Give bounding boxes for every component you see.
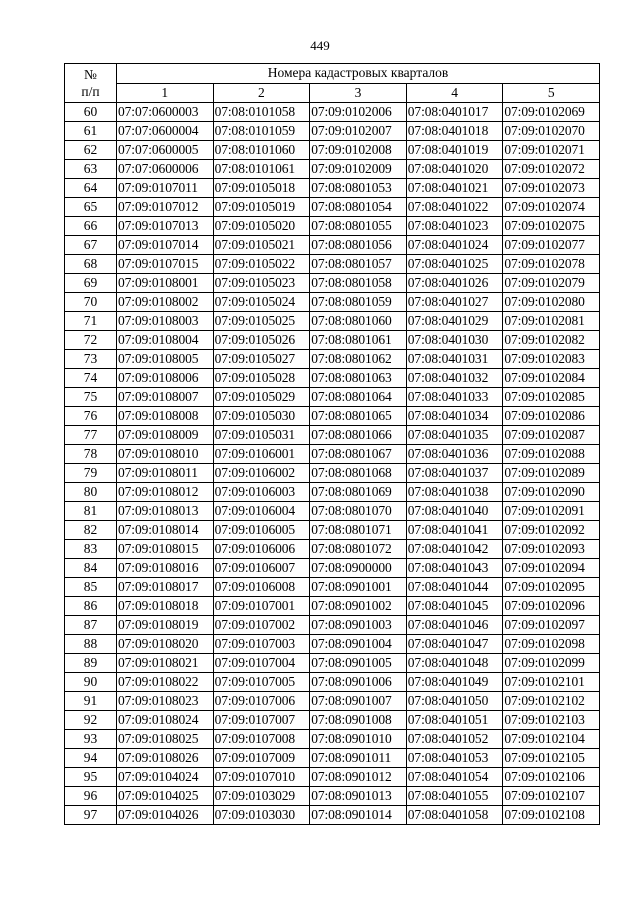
cadastral-quarter-cell: 07:09:0106008 [213, 578, 310, 597]
cadastral-quarter-cell: 07:09:0102074 [503, 198, 600, 217]
row-number-cell: 89 [65, 654, 117, 673]
cadastral-quarter-cell: 07:09:0107013 [117, 217, 214, 236]
cadastral-quarter-cell: 07:08:0401034 [406, 407, 503, 426]
cadastral-quarter-cell: 07:09:0108014 [117, 521, 214, 540]
table-row [65, 806, 600, 825]
table-row [65, 711, 600, 730]
cadastral-quarter-cell: 07:09:0108025 [117, 730, 214, 749]
cadastral-quarter-cell: 07:09:0108016 [117, 559, 214, 578]
cadastral-quarter-cell: 07:09:0108019 [117, 616, 214, 635]
cadastral-quarter-cell: 07:09:0108023 [117, 692, 214, 711]
row-number-cell: 66 [65, 217, 117, 236]
row-number-cell: 91 [65, 692, 117, 711]
table-row [65, 597, 600, 616]
cadastral-quarter-cell: 07:09:0102084 [503, 369, 600, 388]
table-row [65, 350, 600, 369]
cadastral-quarter-cell: 07:09:0102077 [503, 236, 600, 255]
cadastral-quarters-table [64, 63, 600, 825]
row-number-cell: 69 [65, 274, 117, 293]
cadastral-quarter-cell: 07:08:0801060 [310, 312, 407, 331]
cadastral-quarter-cell: 07:08:0401035 [406, 426, 503, 445]
cadastral-quarter-cell: 07:08:0801065 [310, 407, 407, 426]
cadastral-quarter-cell: 07:09:0102096 [503, 597, 600, 616]
page-number: 449 [310, 38, 330, 53]
row-number-cell: 87 [65, 616, 117, 635]
cadastral-quarter-cell: 07:08:0401055 [406, 787, 503, 806]
row-number-cell: 84 [65, 559, 117, 578]
cadastral-quarter-cell: 07:08:0401030 [406, 331, 503, 350]
header-number-abbrev: п/п [81, 84, 100, 99]
table-body [65, 103, 600, 825]
row-number-cell: 85 [65, 578, 117, 597]
header-col-2: 2 [213, 83, 310, 103]
table-row [65, 559, 600, 578]
row-number-cell: 88 [65, 635, 117, 654]
cadastral-quarter-cell: 07:08:0401043 [406, 559, 503, 578]
cadastral-quarter-cell: 07:09:0106001 [213, 445, 310, 464]
cadastral-quarter-cell: 07:09:0106007 [213, 559, 310, 578]
row-number-cell: 80 [65, 483, 117, 502]
cadastral-quarter-cell: 07:09:0102102 [503, 692, 600, 711]
row-number-cell: 96 [65, 787, 117, 806]
cadastral-quarter-cell: 07:08:0401037 [406, 464, 503, 483]
cadastral-quarter-cell: 07:08:0900000 [310, 559, 407, 578]
cadastral-quarter-cell: 07:09:0102105 [503, 749, 600, 768]
row-number-cell: 70 [65, 293, 117, 312]
cadastral-quarter-cell: 07:09:0105020 [213, 217, 310, 236]
table-header [65, 64, 600, 103]
cadastral-quarter-cell: 07:09:0102097 [503, 616, 600, 635]
cadastral-quarter-cell: 07:08:0801066 [310, 426, 407, 445]
cadastral-quarter-cell: 07:08:0801055 [310, 217, 407, 236]
cadastral-quarter-cell: 07:09:0102093 [503, 540, 600, 559]
cadastral-quarter-cell: 07:09:0105018 [213, 179, 310, 198]
row-number-cell: 65 [65, 198, 117, 217]
cadastral-quarter-cell: 07:09:0103029 [213, 787, 310, 806]
cadastral-quarter-cell: 07:09:0108024 [117, 711, 214, 730]
cadastral-quarter-cell: 07:08:0801063 [310, 369, 407, 388]
header-number-sign: № [84, 67, 97, 82]
cadastral-quarter-cell: 07:08:0401053 [406, 749, 503, 768]
cadastral-quarter-cell: 07:09:0105024 [213, 293, 310, 312]
cadastral-quarter-cell: 07:08:0901001 [310, 578, 407, 597]
cadastral-quarter-cell: 07:09:0102098 [503, 635, 600, 654]
cadastral-quarter-cell: 07:08:0401029 [406, 312, 503, 331]
cadastral-quarter-cell: 07:08:0801070 [310, 502, 407, 521]
row-number-cell: 74 [65, 369, 117, 388]
cadastral-quarter-cell: 07:08:0101060 [213, 141, 310, 160]
cadastral-quarter-cell: 07:09:0102081 [503, 312, 600, 331]
cadastral-quarter-cell: 07:08:0401017 [406, 103, 503, 122]
cadastral-quarter-cell: 07:09:0102009 [310, 160, 407, 179]
cadastral-quarter-cell: 07:09:0102007 [310, 122, 407, 141]
cadastral-quarter-cell: 07:09:0107015 [117, 255, 214, 274]
cadastral-quarter-cell: 07:09:0107011 [117, 179, 214, 198]
cadastral-quarter-cell: 07:08:0401032 [406, 369, 503, 388]
table-row [65, 483, 600, 502]
cadastral-quarter-cell: 07:09:0108020 [117, 635, 214, 654]
cadastral-quarter-cell: 07:09:0102106 [503, 768, 600, 787]
cadastral-quarter-cell: 07:08:0801056 [310, 236, 407, 255]
cadastral-quarter-cell: 07:09:0102104 [503, 730, 600, 749]
cadastral-quarter-cell: 07:08:0801062 [310, 350, 407, 369]
cadastral-quarter-cell: 07:08:0901014 [310, 806, 407, 825]
cadastral-quarter-cell: 07:08:0401045 [406, 597, 503, 616]
cadastral-quarter-cell: 07:09:0102069 [503, 103, 600, 122]
cadastral-quarter-cell: 07:08:0901013 [310, 787, 407, 806]
cadastral-quarter-cell: 07:08:0401020 [406, 160, 503, 179]
cadastral-quarter-cell: 07:08:0901005 [310, 654, 407, 673]
cadastral-quarter-cell: 07:09:0102101 [503, 673, 600, 692]
table-row [65, 141, 600, 160]
table-row [65, 445, 600, 464]
cadastral-quarter-cell: 07:09:0102008 [310, 141, 407, 160]
row-number-cell: 82 [65, 521, 117, 540]
cadastral-quarter-cell: 07:09:0105021 [213, 236, 310, 255]
cadastral-quarter-cell: 07:09:0105031 [213, 426, 310, 445]
row-number-cell: 90 [65, 673, 117, 692]
table-row [65, 616, 600, 635]
cadastral-quarter-cell: 07:07:0600005 [117, 141, 214, 160]
table-row [65, 369, 600, 388]
cadastral-quarter-cell: 07:09:0106002 [213, 464, 310, 483]
cadastral-quarter-cell: 07:08:0901003 [310, 616, 407, 635]
cadastral-quarter-cell: 07:08:0801059 [310, 293, 407, 312]
cadastral-quarter-cell: 07:08:0401058 [406, 806, 503, 825]
row-number-cell: 71 [65, 312, 117, 331]
header-col-5: 5 [503, 83, 600, 103]
cadastral-quarter-cell: 07:09:0108002 [117, 293, 214, 312]
cadastral-quarter-cell: 07:08:0901002 [310, 597, 407, 616]
cadastral-quarter-cell: 07:09:0102092 [503, 521, 600, 540]
cadastral-quarter-cell: 07:08:0401046 [406, 616, 503, 635]
cadastral-quarter-cell: 07:09:0105030 [213, 407, 310, 426]
cadastral-quarter-cell: 07:09:0102088 [503, 445, 600, 464]
cadastral-quarter-cell: 07:09:0108010 [117, 445, 214, 464]
cadastral-quarter-cell: 07:08:0901006 [310, 673, 407, 692]
table-row [65, 198, 600, 217]
table-row [65, 388, 600, 407]
cadastral-quarter-cell: 07:09:0102078 [503, 255, 600, 274]
row-number-cell: 97 [65, 806, 117, 825]
table-row [65, 179, 600, 198]
cadastral-quarter-cell: 07:08:0901007 [310, 692, 407, 711]
header-row-number [65, 64, 117, 103]
cadastral-quarter-cell: 07:08:0401022 [406, 198, 503, 217]
header-col-1: 1 [117, 83, 214, 103]
cadastral-quarter-cell: 07:09:0108001 [117, 274, 214, 293]
cadastral-quarter-cell: 07:09:0107010 [213, 768, 310, 787]
table-row [65, 236, 600, 255]
cadastral-quarter-cell: 07:09:0106006 [213, 540, 310, 559]
cadastral-quarter-cell: 07:08:0401018 [406, 122, 503, 141]
cadastral-quarter-cell: 07:09:0108004 [117, 331, 214, 350]
cadastral-quarter-cell: 07:08:0401024 [406, 236, 503, 255]
cadastral-quarter-cell: 07:09:0102094 [503, 559, 600, 578]
cadastral-quarter-cell: 07:09:0102086 [503, 407, 600, 426]
row-number-cell: 79 [65, 464, 117, 483]
table-row [65, 768, 600, 787]
row-number-cell: 76 [65, 407, 117, 426]
cadastral-quarter-cell: 07:09:0107001 [213, 597, 310, 616]
row-number-cell: 73 [65, 350, 117, 369]
cadastral-quarter-cell: 07:09:0102073 [503, 179, 600, 198]
cadastral-quarter-cell: 07:08:0401019 [406, 141, 503, 160]
table-row [65, 749, 600, 768]
cadastral-quarter-cell: 07:08:0901010 [310, 730, 407, 749]
cadastral-quarter-cell: 07:08:0801057 [310, 255, 407, 274]
header-group-title: Номера кадастровых кварталов [117, 64, 600, 84]
cadastral-quarter-cell: 07:09:0102083 [503, 350, 600, 369]
cadastral-quarter-cell: 07:08:0801053 [310, 179, 407, 198]
cadastral-quarter-cell: 07:09:0105027 [213, 350, 310, 369]
cadastral-quarter-cell: 07:09:0108011 [117, 464, 214, 483]
cadastral-quarter-cell: 07:09:0108021 [117, 654, 214, 673]
cadastral-quarter-cell: 07:08:0401041 [406, 521, 503, 540]
table-row [65, 122, 600, 141]
cadastral-quarter-cell: 07:08:0101061 [213, 160, 310, 179]
cadastral-quarter-cell: 07:08:0801054 [310, 198, 407, 217]
cadastral-quarter-cell: 07:08:0901012 [310, 768, 407, 787]
table-row [65, 502, 600, 521]
row-number-cell: 60 [65, 103, 117, 122]
row-number-cell: 92 [65, 711, 117, 730]
cadastral-quarter-cell: 07:09:0102089 [503, 464, 600, 483]
table-row [65, 426, 600, 445]
cadastral-quarter-cell: 07:08:0801068 [310, 464, 407, 483]
cadastral-quarter-cell: 07:09:0108005 [117, 350, 214, 369]
row-number-cell: 61 [65, 122, 117, 141]
cadastral-quarter-cell: 07:09:0108009 [117, 426, 214, 445]
cadastral-quarter-cell: 07:09:0108015 [117, 540, 214, 559]
cadastral-quarter-cell: 07:09:0105026 [213, 331, 310, 350]
cadastral-quarter-cell: 07:09:0107002 [213, 616, 310, 635]
table-row [65, 635, 600, 654]
table-row [65, 464, 600, 483]
cadastral-quarter-cell: 07:07:0600004 [117, 122, 214, 141]
cadastral-quarter-cell: 07:09:0108007 [117, 388, 214, 407]
table-row [65, 521, 600, 540]
cadastral-quarter-cell: 07:09:0105025 [213, 312, 310, 331]
cadastral-quarter-cell: 07:09:0107004 [213, 654, 310, 673]
cadastral-quarter-cell: 07:09:0102087 [503, 426, 600, 445]
cadastral-quarter-cell: 07:09:0106003 [213, 483, 310, 502]
cadastral-quarter-cell: 07:09:0105019 [213, 198, 310, 217]
cadastral-quarter-cell: 07:09:0104026 [117, 806, 214, 825]
row-number-cell: 67 [65, 236, 117, 255]
table-row [65, 255, 600, 274]
table-row [65, 274, 600, 293]
cadastral-quarter-cell: 07:09:0107008 [213, 730, 310, 749]
cadastral-quarter-cell: 07:08:0401038 [406, 483, 503, 502]
row-number-cell: 94 [65, 749, 117, 768]
cadastral-quarter-cell: 07:09:0108018 [117, 597, 214, 616]
cadastral-quarter-cell: 07:09:0102095 [503, 578, 600, 597]
cadastral-quarter-cell: 07:09:0107006 [213, 692, 310, 711]
cadastral-quarter-cell: 07:08:0401027 [406, 293, 503, 312]
cadastral-quarter-cell: 07:09:0105023 [213, 274, 310, 293]
cadastral-quarter-cell: 07:09:0108017 [117, 578, 214, 597]
cadastral-quarter-cell: 07:08:0901008 [310, 711, 407, 730]
cadastral-quarter-cell: 07:08:0801072 [310, 540, 407, 559]
row-number-cell: 77 [65, 426, 117, 445]
cadastral-quarter-cell: 07:08:0401054 [406, 768, 503, 787]
row-number-cell: 86 [65, 597, 117, 616]
cadastral-quarter-cell: 07:09:0102080 [503, 293, 600, 312]
cadastral-quarter-cell: 07:09:0102070 [503, 122, 600, 141]
table-row [65, 540, 600, 559]
cadastral-quarter-cell: 07:09:0102071 [503, 141, 600, 160]
cadastral-quarter-cell: 07:07:0600006 [117, 160, 214, 179]
cadastral-quarter-cell: 07:09:0102072 [503, 160, 600, 179]
cadastral-quarter-cell: 07:09:0105028 [213, 369, 310, 388]
row-number-cell: 75 [65, 388, 117, 407]
cadastral-quarter-cell: 07:08:0401052 [406, 730, 503, 749]
cadastral-quarter-cell: 07:08:0401021 [406, 179, 503, 198]
table-row [65, 407, 600, 426]
cadastral-quarter-cell: 07:08:0801061 [310, 331, 407, 350]
cadastral-quarter-cell: 07:08:0801069 [310, 483, 407, 502]
cadastral-quarter-cell: 07:08:0401026 [406, 274, 503, 293]
header-col-3: 3 [310, 83, 407, 103]
cadastral-quarter-cell: 07:08:0401051 [406, 711, 503, 730]
table-row [65, 673, 600, 692]
cadastral-quarter-cell: 07:08:0401040 [406, 502, 503, 521]
cadastral-quarter-cell: 07:09:0102108 [503, 806, 600, 825]
cadastral-quarter-cell: 07:09:0102103 [503, 711, 600, 730]
cadastral-quarter-cell: 07:09:0107007 [213, 711, 310, 730]
cadastral-quarter-cell: 07:09:0108026 [117, 749, 214, 768]
cadastral-quarter-cell: 07:09:0102006 [310, 103, 407, 122]
table-row [65, 103, 600, 122]
cadastral-quarter-cell: 07:09:0104024 [117, 768, 214, 787]
cadastral-quarter-cell: 07:09:0106004 [213, 502, 310, 521]
cadastral-quarter-cell: 07:09:0105029 [213, 388, 310, 407]
cadastral-quarter-cell: 07:08:0801058 [310, 274, 407, 293]
table-row [65, 217, 600, 236]
cadastral-quarter-cell: 07:08:0401033 [406, 388, 503, 407]
cadastral-quarter-cell: 07:08:0401023 [406, 217, 503, 236]
table-row [65, 293, 600, 312]
cadastral-quarter-cell: 07:08:0901011 [310, 749, 407, 768]
cadastral-quarter-cell: 07:08:0101058 [213, 103, 310, 122]
cadastral-quarter-cell: 07:08:0401049 [406, 673, 503, 692]
cadastral-quarter-cell: 07:08:0101059 [213, 122, 310, 141]
cadastral-quarter-cell: 07:09:0102090 [503, 483, 600, 502]
cadastral-quarter-cell: 07:08:0401047 [406, 635, 503, 654]
cadastral-quarter-cell: 07:08:0401025 [406, 255, 503, 274]
cadastral-quarter-cell: 07:08:0801067 [310, 445, 407, 464]
cadastral-quarter-cell: 07:09:0102079 [503, 274, 600, 293]
table-row [65, 578, 600, 597]
cadastral-quarter-cell: 07:09:0108013 [117, 502, 214, 521]
cadastral-quarter-cell: 07:09:0107005 [213, 673, 310, 692]
cadastral-quarter-cell: 07:09:0107009 [213, 749, 310, 768]
cadastral-quarter-cell: 07:09:0108003 [117, 312, 214, 331]
cadastral-quarter-cell: 07:09:0107012 [117, 198, 214, 217]
cadastral-quarter-cell: 07:08:0801064 [310, 388, 407, 407]
row-number-cell: 64 [65, 179, 117, 198]
cadastral-quarter-cell: 07:09:0103030 [213, 806, 310, 825]
cadastral-quarter-cell: 07:09:0107003 [213, 635, 310, 654]
row-number-cell: 93 [65, 730, 117, 749]
cadastral-quarter-cell: 07:09:0102091 [503, 502, 600, 521]
table-row [65, 654, 600, 673]
cadastral-quarter-cell: 07:08:0401036 [406, 445, 503, 464]
header-col-4: 4 [406, 83, 503, 103]
row-number-cell: 83 [65, 540, 117, 559]
cadastral-quarter-cell: 07:09:0108022 [117, 673, 214, 692]
row-number-cell: 72 [65, 331, 117, 350]
table-row [65, 160, 600, 179]
table-row [65, 787, 600, 806]
row-number-cell: 63 [65, 160, 117, 179]
cadastral-quarter-cell: 07:08:0801071 [310, 521, 407, 540]
row-number-cell: 78 [65, 445, 117, 464]
cadastral-quarter-cell: 07:09:0105022 [213, 255, 310, 274]
table-row [65, 692, 600, 711]
cadastral-quarter-cell: 07:09:0102099 [503, 654, 600, 673]
cadastral-quarter-cell: 07:09:0108006 [117, 369, 214, 388]
table-row [65, 312, 600, 331]
row-number-cell: 68 [65, 255, 117, 274]
cadastral-quarter-cell: 07:09:0102082 [503, 331, 600, 350]
table-row [65, 331, 600, 350]
cadastral-quarter-cell: 07:09:0108012 [117, 483, 214, 502]
cadastral-quarter-cell: 07:08:0401048 [406, 654, 503, 673]
cadastral-quarter-cell: 07:08:0901004 [310, 635, 407, 654]
cadastral-quarter-cell: 07:09:0104025 [117, 787, 214, 806]
row-number-cell: 81 [65, 502, 117, 521]
cadastral-quarter-cell: 07:08:0401042 [406, 540, 503, 559]
cadastral-quarter-cell: 07:07:0600003 [117, 103, 214, 122]
cadastral-quarter-cell: 07:09:0107014 [117, 236, 214, 255]
cadastral-quarter-cell: 07:08:0401031 [406, 350, 503, 369]
cadastral-quarter-cell: 07:09:0108008 [117, 407, 214, 426]
row-number-cell: 95 [65, 768, 117, 787]
cadastral-quarter-cell: 07:09:0102107 [503, 787, 600, 806]
cadastral-quarter-cell: 07:09:0102085 [503, 388, 600, 407]
table-row [65, 730, 600, 749]
cadastral-quarter-cell: 07:09:0102075 [503, 217, 600, 236]
row-number-cell: 62 [65, 141, 117, 160]
cadastral-quarter-cell: 07:08:0401050 [406, 692, 503, 711]
cadastral-quarter-cell: 07:09:0106005 [213, 521, 310, 540]
cadastral-quarter-cell: 07:08:0401044 [406, 578, 503, 597]
